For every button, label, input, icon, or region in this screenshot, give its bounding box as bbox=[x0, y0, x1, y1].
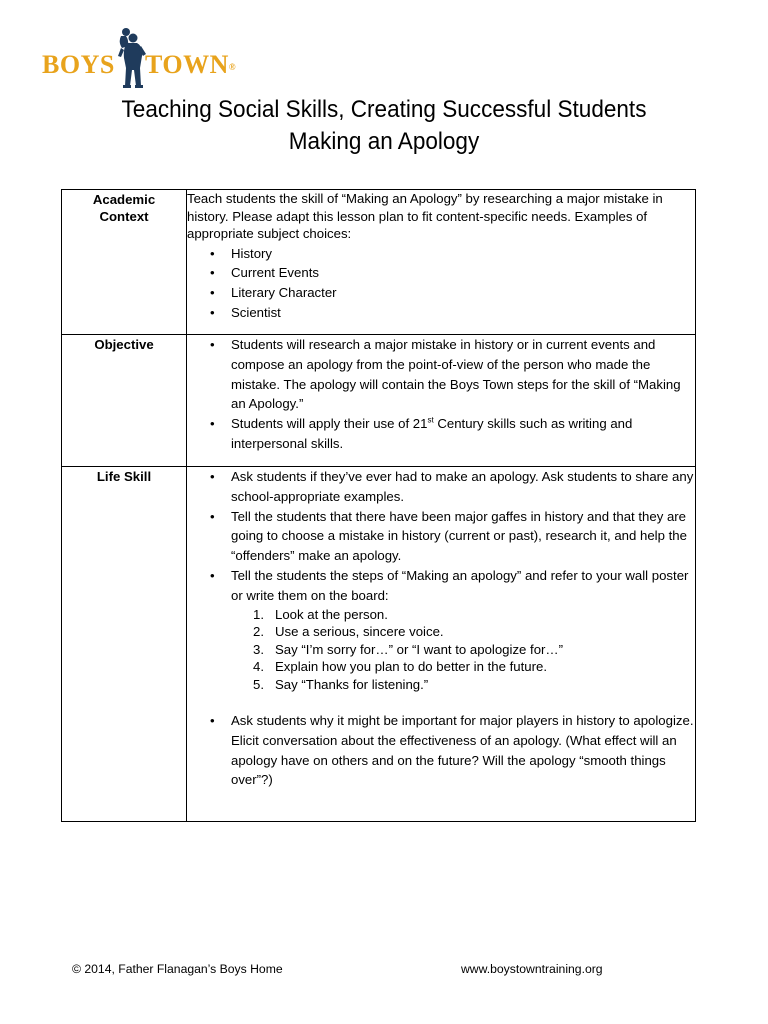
step-item: 5. Say “Thanks for listening.” bbox=[253, 676, 429, 692]
objective-content bbox=[187, 335, 696, 467]
life-skill-list-continued bbox=[187, 711, 695, 790]
step-item: 4. Explain how you plan to do better in the future. bbox=[253, 659, 547, 675]
label-line-academic: Academic bbox=[92, 192, 156, 207]
label-line-context: Context bbox=[99, 208, 149, 224]
list-item: • Current Events bbox=[187, 263, 695, 283]
list-item: • Tell the students that there have been major gaffes in history and that they are going to choose a mistake in history (current or past), research it, and help the “offenders” make an apology. bbox=[187, 507, 695, 566]
subject-choices-list bbox=[187, 244, 695, 323]
table-row-life-skill bbox=[62, 467, 696, 822]
lesson-plan-table bbox=[61, 189, 696, 822]
academic-context-content bbox=[187, 190, 696, 335]
objective-list bbox=[187, 335, 695, 454]
step-item: 2. Use a serious, sincere voice. bbox=[253, 624, 444, 640]
row-label-objective: Objective bbox=[62, 335, 187, 467]
superscript-st: st bbox=[427, 415, 434, 425]
list-item: • Ask students why it might be important for major players in history to apologize. Elicit conversation about the effectiveness of an apology. (What effect will an apology have on others and on the future? Will the apology “smooth things over”?) bbox=[187, 711, 695, 790]
step-item: 1. Look at the person. bbox=[253, 606, 388, 622]
step-item: 3. Say “I’m sorry for…” or “I want to apologize for…” bbox=[253, 641, 564, 657]
footer-copyright: © 2014, Father Flanagan’s Boys Home bbox=[72, 962, 283, 976]
table-row-objective bbox=[62, 335, 696, 467]
row-label-academic-context bbox=[62, 190, 187, 335]
list-item: • Literary Character bbox=[187, 283, 695, 303]
logo-text-town: TOWN® bbox=[145, 50, 237, 79]
list-item: • Students will research a major mistake in history or in current events and compose an apology from the point-of-view of the person who made the mistake. The apology will contain the Boys Town steps for the skill of “Making an Apology.” bbox=[187, 335, 695, 414]
list-item: • Scientist bbox=[187, 303, 695, 323]
list-item: • Ask students if they’ve ever had to make an apology. Ask students to share any school-appropriate examples. bbox=[187, 467, 695, 507]
boys-town-logo bbox=[42, 26, 242, 92]
boy-carrying-child-icon bbox=[115, 26, 149, 90]
list-item: • History bbox=[187, 244, 695, 264]
logo-text-boys: BOYS bbox=[42, 50, 115, 79]
life-skill-list bbox=[187, 467, 695, 606]
table-row-academic-context bbox=[62, 190, 696, 335]
page-title: Teaching Social Skills, Creating Successful Students bbox=[121, 96, 647, 123]
academic-intro-text: Teach students the skill of “Making an Apology” by researching a major mistake in history. Please adapt this lesson plan to fit content-specific needs. Examples of appropriate subject choices: bbox=[187, 191, 663, 241]
footer-website[interactable]: www.boystowntraining.org bbox=[461, 962, 603, 976]
list-item: • Tell the students the steps of “Making an apology” and refer to your wall poster or write them on the board: bbox=[187, 566, 695, 606]
page-subtitle: Making an Apology bbox=[288, 128, 480, 155]
list-item: • Students will apply their use of 21st Century skills such as writing and interpersonal skills. bbox=[187, 414, 695, 454]
life-skill-content bbox=[187, 467, 696, 822]
registered-mark: ® bbox=[228, 62, 237, 72]
apology-steps-list bbox=[187, 606, 695, 694]
row-label-life-skill: Life Skill bbox=[62, 467, 187, 822]
